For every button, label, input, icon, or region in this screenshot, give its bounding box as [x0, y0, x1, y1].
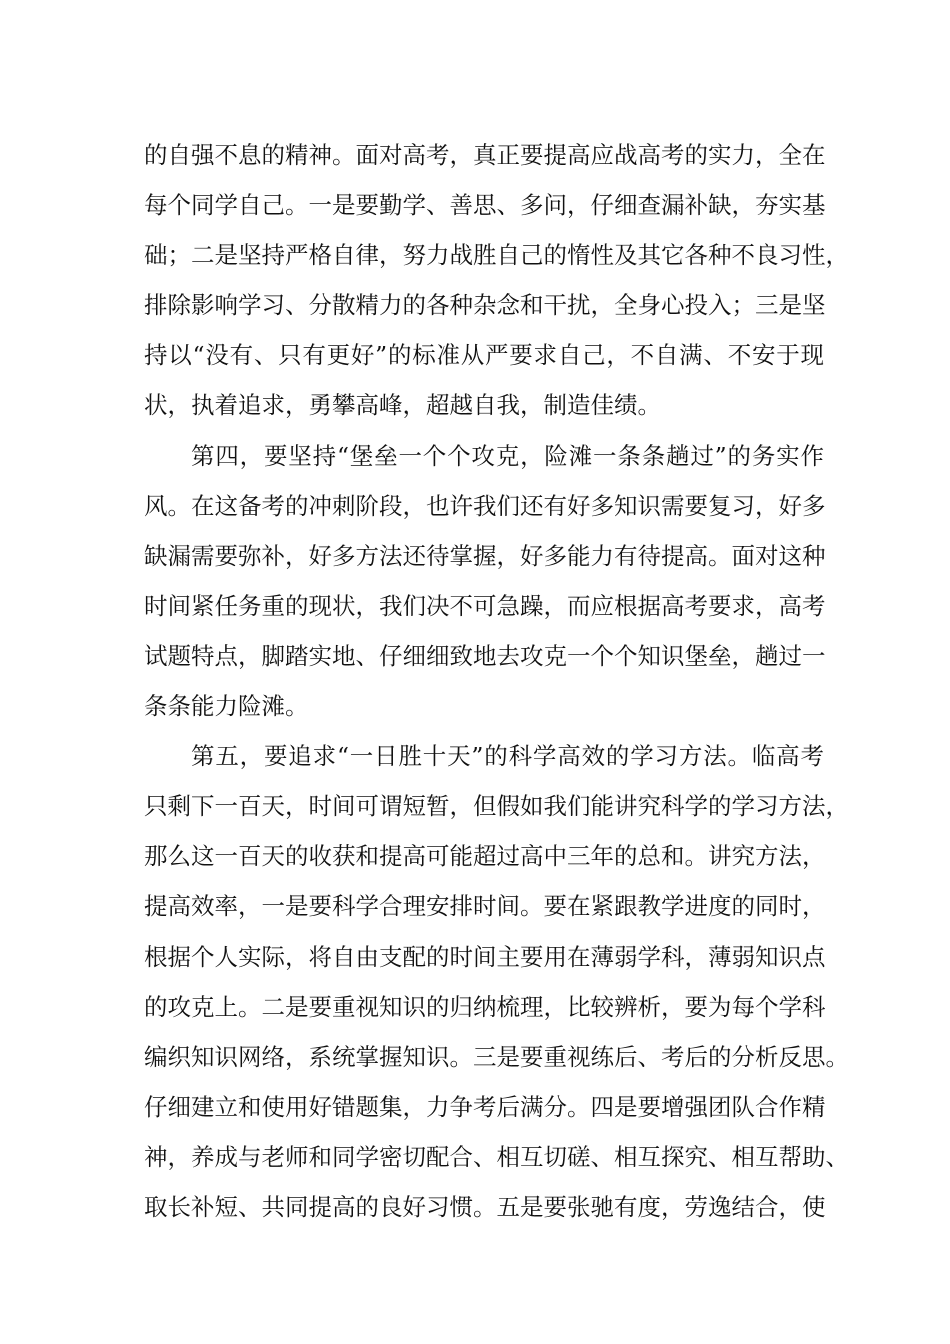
text-line: 提高效率，一是要科学合理安排时间。要在紧跟教学进度的同时，: [144, 892, 826, 921]
text-line: 排除影响学习、分散精力的各种杂念和干扰，全身心投入；三是坚: [144, 291, 826, 320]
text-line: 的自强不息的精神。面对高考，真正要提高应战高考的实力，全在: [144, 141, 826, 169]
text-line: 的攻克上。二是要重视知识的归纳梳理，比较辨析，要为每个学科: [144, 992, 826, 1021]
text-line: 状，执着追求，勇攀高峰，超越自我，制造佳绩。: [144, 391, 661, 420]
body-text: [144, 130, 849, 1232]
text-line: 条条能力险滩。: [144, 692, 309, 721]
text-line: 取长补短、共同提高的良好习惯。五是要张驰有度，劳逸结合，使: [144, 1192, 826, 1221]
paragraph-start-line: 第四，要坚持“堡垒一个个攻克，险滩一条条趟过”的务实作: [191, 441, 824, 470]
text-line: 那么这一百天的收获和提高可能超过高中三年的总和。讲究方法，: [144, 842, 826, 871]
text-line: 神，养成与老师和同学密切配合、相互切磋、相互探究、相互帮助、: [144, 1142, 849, 1171]
text-line: 试题特点，脚踏实地、仔细细致地去攻克一个个知识堡垒，趟过一: [144, 641, 826, 670]
text-line: 础；二是坚持严格自律，努力战胜自己的惰性及其它各种不良习性，: [144, 241, 849, 270]
text-line: 时间紧任务重的现状，我们决不可急躁，而应根据高考要求，高考: [144, 591, 826, 620]
text-line: 持以“没有、只有更好”的标准从严要求自己，不自满、不安于现: [144, 341, 824, 370]
text-line: 只剩下一百天，时间可谓短暂，但假如我们能讲究科学的学习方法，: [144, 792, 849, 821]
text-line: 风。在这备考的冲刺阶段，也许我们还有好多知识需要复习，好多: [144, 491, 826, 520]
text-line: 编织知识网络，系统掌握知识。三是要重视练后、考后的分析反思。: [144, 1042, 849, 1071]
text-line: 缺漏需要弥补，好多方法还待掌握，好多能力有待提高。面对这种: [144, 541, 826, 570]
text-line: 仔细建立和使用好错题集，力争考后满分。四是要增强团队合作精: [144, 1092, 826, 1121]
paragraph-start-line: 第五，要追求“一日胜十天”的科学高效的学习方法。临高考: [191, 742, 824, 771]
text-line: 每个同学自己。一是要勤学、善思、多问，仔细查漏补缺，夯实基: [144, 191, 826, 220]
text-line: 根据个人实际，将自由支配的时间主要用在薄弱学科，薄弱知识点: [144, 942, 826, 971]
